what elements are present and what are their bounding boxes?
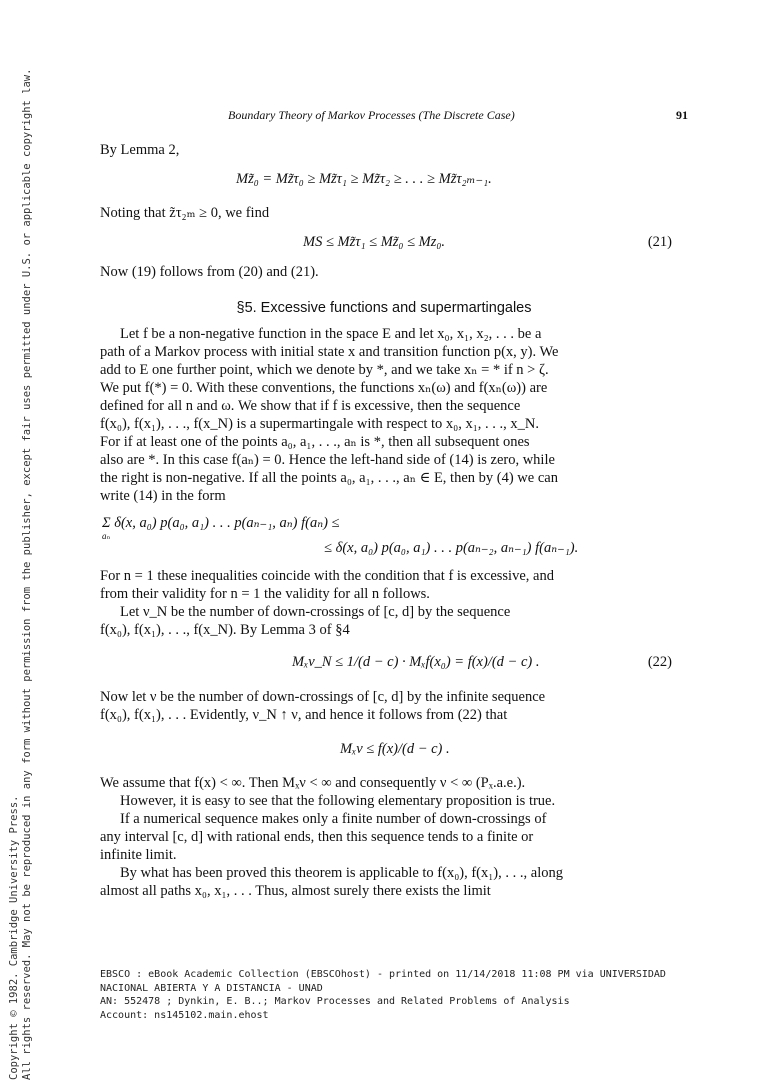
copyright-line-2: All rights reserved. May not be reproduced in any form without permission from the publisher, except fair uses permitted under U.S. or applicable copyright law. <box>21 68 33 1080</box>
para-5-line: We assume that f(x) < ∞. Then Mₓν < ∞ and consequently ν < ∞ (Pₓ.a.e.). <box>100 775 526 791</box>
para-1-line: also are *. In this case f(aₙ) = 0. Hence the left-hand side of (14) is zero, while <box>100 452 555 468</box>
formula-14-line-1: Σ δ(x, a₀) p(a₀, a₁) . . . p(aₙ₋₁, aₙ) f(aₙ) ≤ <box>102 515 340 531</box>
para-8-line: By what has been proved this theorem is applicable to f(x₀), f(x₁), . . ., along <box>120 865 563 881</box>
para-2-line: from their validity for n = 1 the validity for all n follows. <box>100 586 430 602</box>
para-6-line: However, it is easy to see that the following elementary proposition is true. <box>120 793 556 809</box>
para-1-line: the right is non-negative. If all the points a₀, a₁, . . ., aₙ ∈ E, then by (4) we can <box>100 470 558 486</box>
paragraph-1 <box>100 325 672 505</box>
para-1-line: defined for all n and ω. We show that if f is excessive, then the sequence <box>100 398 521 414</box>
equation-number-22: (22) <box>647 654 672 670</box>
footer-line-2: NACIONAL ABIERTA Y A DISTANCIA - UNAD <box>100 982 323 994</box>
para-4-line: f(x₀), f(x₁), . . . Evidently, ν_N ↑ ν, and hence it follows from (22) that <box>100 707 508 723</box>
noting-text: Noting that z̃τ₂ₘ ≥ 0, we find <box>100 205 270 221</box>
para-1-line: Let f be a non-negative function in the space E and let x₀, x₁, x₂, . . . be a <box>120 326 542 342</box>
para-8-line: almost all paths x₀, x₁, . . . Thus, almost surely there exists the limit <box>100 883 491 899</box>
equation-number-21: (21) <box>647 234 672 250</box>
formula-1: Mz̃₀ = Mz̃τ₀ ≥ Mz̃τ₁ ≥ Mz̃τ₂ ≥ . . . ≥ Mz̃τ₂ₘ₋₁. <box>236 171 492 187</box>
paragraph-3 <box>100 603 672 639</box>
copyright-sidebar <box>8 69 34 1080</box>
now-follows-text: Now (19) follows from (20) and (21). <box>100 264 319 280</box>
copyright-line-1: Copyright © 1982. Cambridge University Press. <box>8 795 20 1080</box>
formula-23: Mₓν ≤ f(x)/(d − c) . <box>340 741 450 757</box>
now-follows-line <box>100 263 672 281</box>
ebsco-footer <box>100 968 666 1022</box>
footer-line-4: Account: ns145102.main.ehost <box>100 1009 269 1021</box>
page-number: 91 <box>676 108 688 122</box>
footer-line-1: EBSCO : eBook Academic Collection (EBSCOhost) - printed on 11/14/2018 11:08 PM via UNIVERSIDAD <box>100 969 666 980</box>
para-1-line: For if at least one of the points a₀, a₁, . . ., aₙ is *, then all subsequent ones <box>100 434 530 450</box>
by-lemma-line <box>100 141 672 159</box>
sum-subscript: aₙ <box>102 531 111 541</box>
para-3-line: Let ν_N be the number of down-crossings of [c, d] by the sequence <box>120 604 511 620</box>
para-7-line: infinite limit. <box>100 847 177 863</box>
formula-21: MS ≤ Mz̃τ₁ ≤ Mz̃₀ ≤ Mz₀. <box>303 234 446 250</box>
paragraph-5 <box>100 774 672 900</box>
paragraph-2 <box>100 567 672 603</box>
running-title: Boundary Theory of Markov Processes (The Discrete Case) <box>228 108 515 122</box>
running-header <box>228 108 688 123</box>
para-4-line: Now let ν be the number of down-crossings of [c, d] by the infinite sequence <box>100 689 546 705</box>
section-title: §5. Excessive functions and supermartingales <box>236 300 532 316</box>
para-1-line: path of a Markov process with initial state x and transition function p(x, y). We <box>100 344 559 360</box>
para-1-line: We put f(*) = 0. With these conventions, the functions xₙ(ω) and f(xₙ(ω)) are <box>100 380 548 396</box>
by-lemma-text: By Lemma 2, <box>100 142 180 158</box>
para-1-line: write (14) in the form <box>100 488 226 504</box>
para-1-line: add to E one further point, which we denote by *, and we take xₙ = * if n > ζ. <box>100 362 549 378</box>
para-7-line: any interval [c, d] with rational ends, then this sequence tends to a finite or <box>100 829 534 845</box>
para-2-line: For n = 1 these inequalities coincide with the condition that f is excessive, and <box>100 568 554 584</box>
para-1-line: f(x₀), f(x₁), . . ., f(x_N) is a supermartingale with respect to x₀, x₁, . . ., x_N. <box>100 416 540 432</box>
para-7-line: If a numerical sequence makes only a finite number of down-crossings of <box>120 811 547 827</box>
footer-line-3: AN: 552478 ; Dynkin, E. B..; Markov Processes and Related Problems of Analysis <box>100 996 570 1007</box>
noting-line <box>100 204 672 222</box>
formula-22: Mₓν_N ≤ 1/(d − c) · Mₓf(x₀) = f(x)/(d − c) . <box>292 654 540 670</box>
formula-14-line-2: ≤ δ(x, a₀) p(a₀, a₁) . . . p(aₙ₋₂, aₙ₋₁) f(aₙ₋₁). <box>324 540 579 556</box>
paragraph-4 <box>100 688 672 724</box>
para-3-line: f(x₀), f(x₁), . . ., f(x_N). By Lemma 3 of §4 <box>100 622 350 638</box>
